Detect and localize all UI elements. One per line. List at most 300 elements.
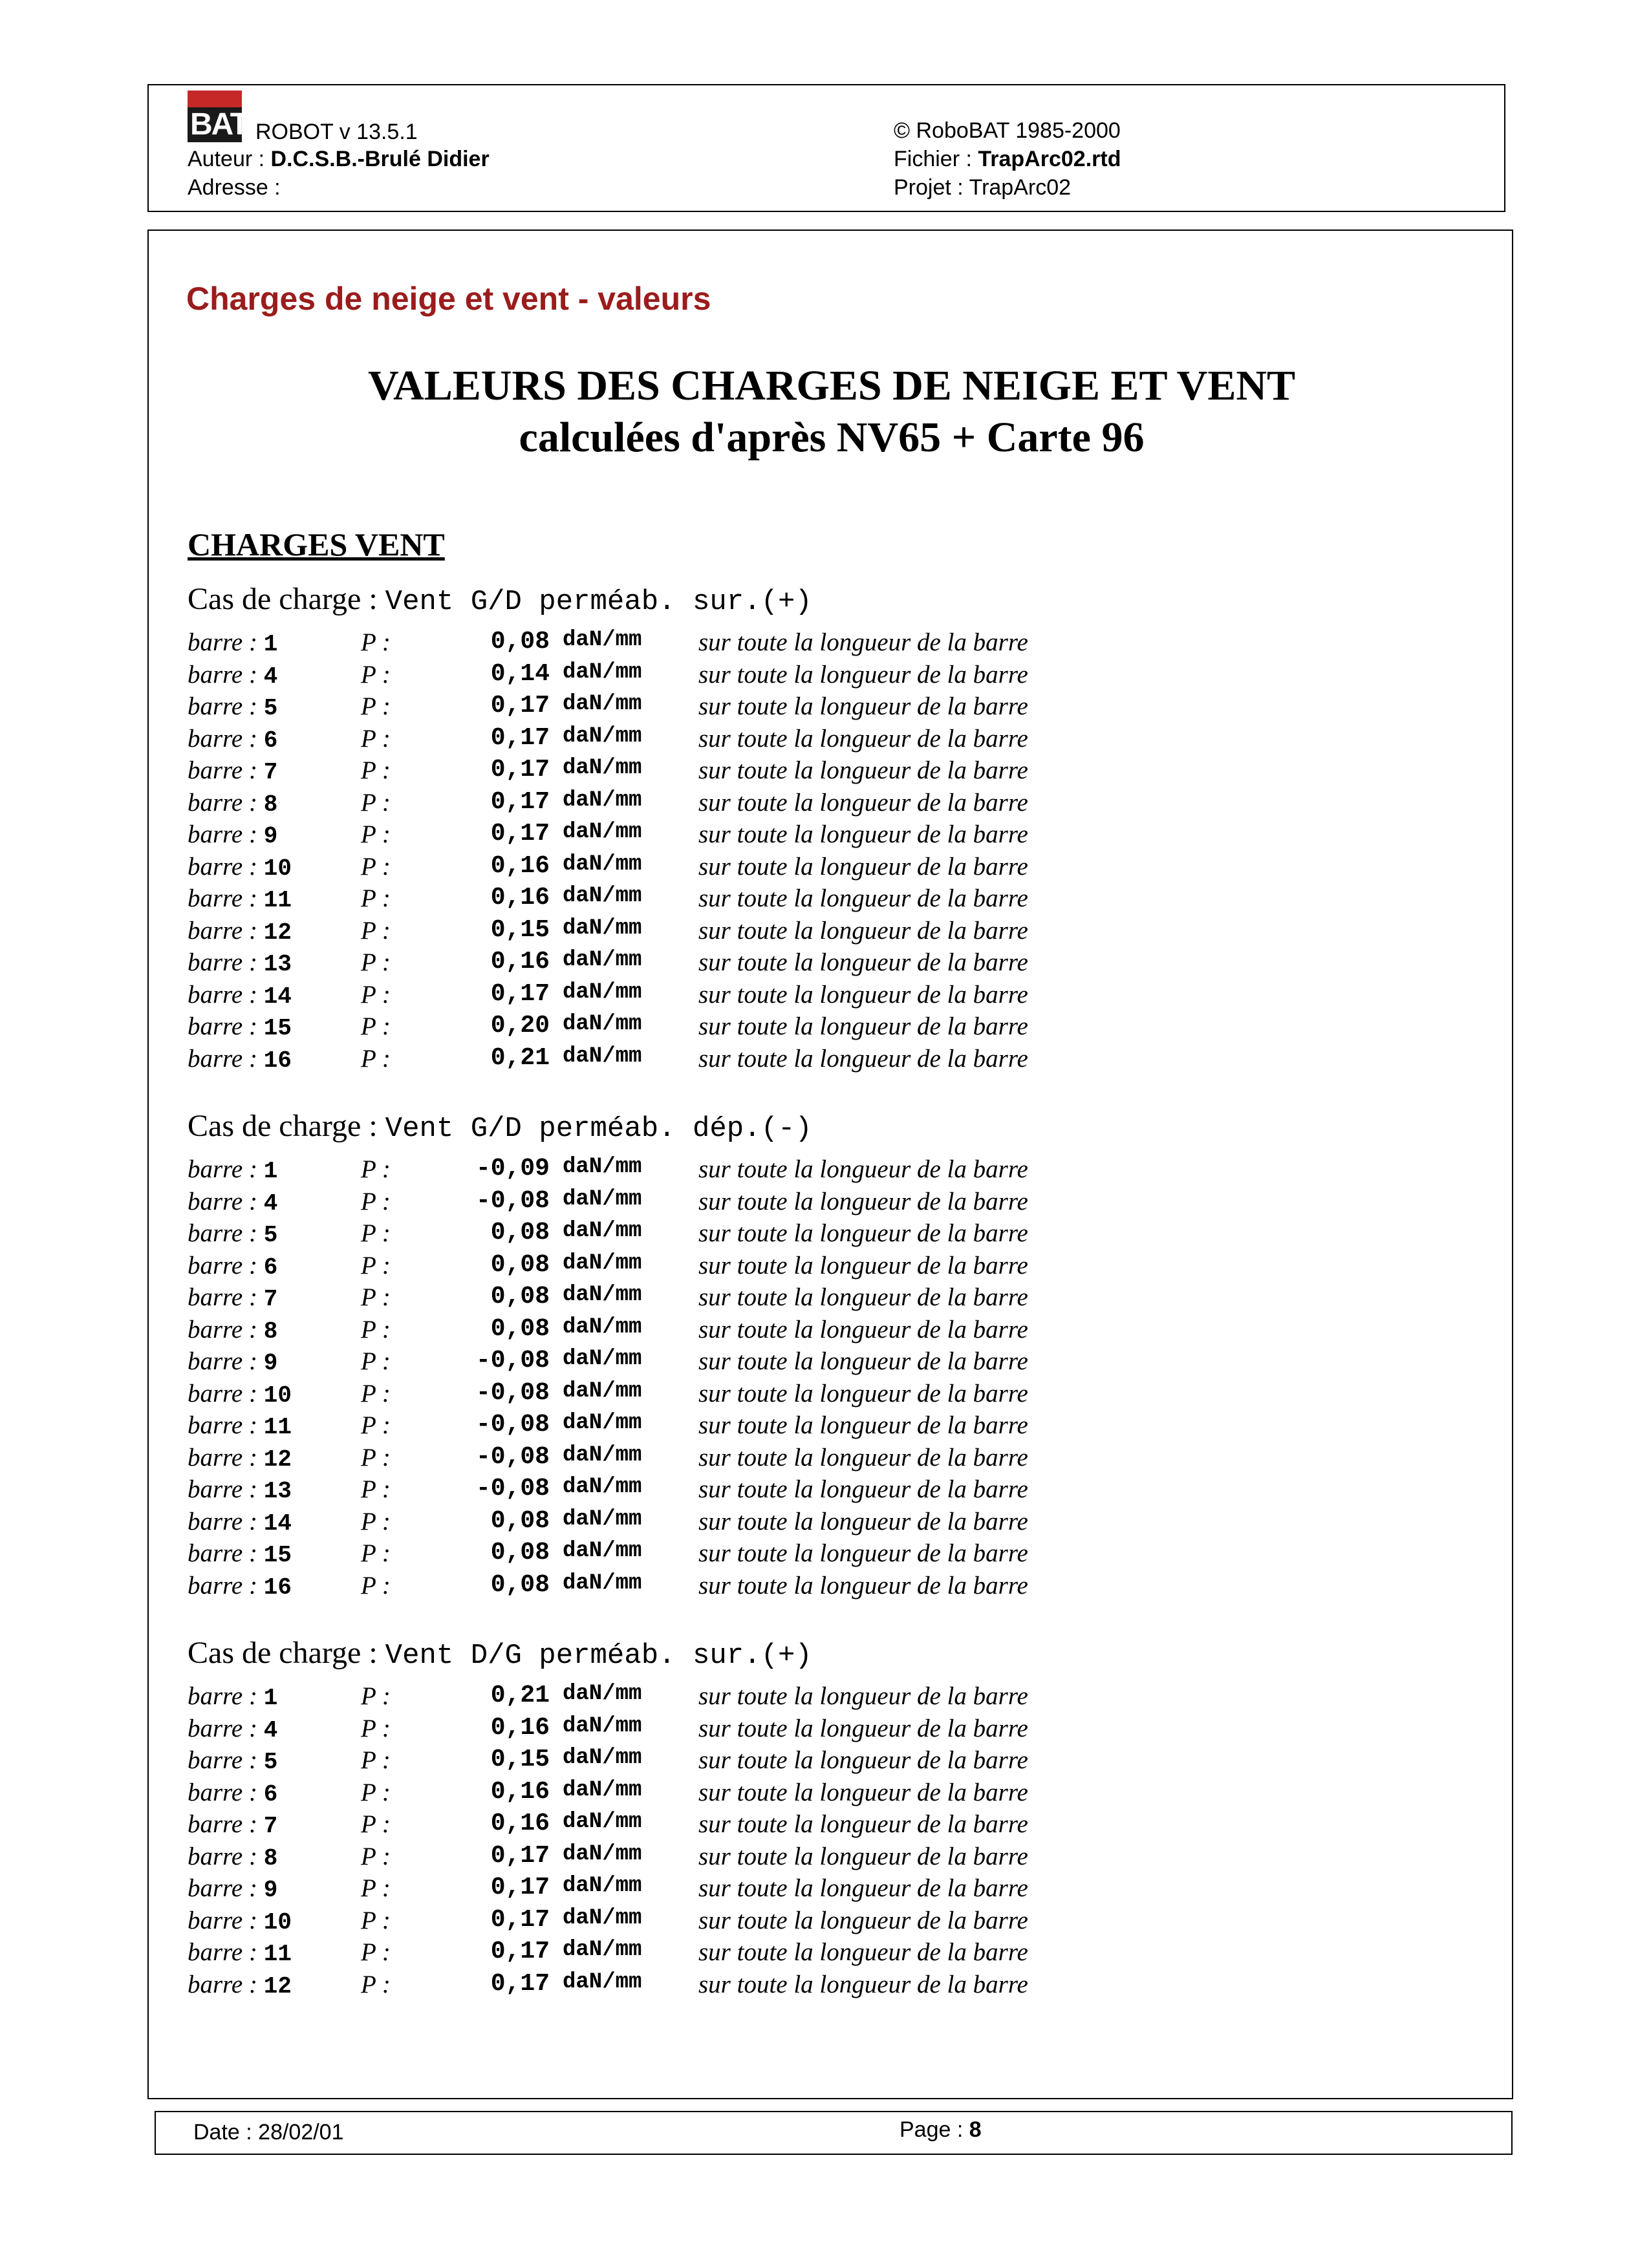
table-row (188, 1970, 1416, 2002)
case-label: Cas de charge : (188, 582, 378, 616)
load-case-title (188, 580, 1416, 628)
barre-cell (188, 1219, 277, 1248)
load-description: sur toute la longueur de la barre (698, 756, 1028, 784)
barre-label: barre : (188, 1251, 257, 1279)
barre-label: barre : (188, 1219, 257, 1247)
barre-cell (188, 724, 277, 754)
project-line (894, 173, 1121, 202)
barre-number: 5 (263, 1222, 278, 1248)
barre-cell (188, 692, 277, 722)
barre-cell (188, 1283, 277, 1312)
load-value: 0,08 (490, 1539, 550, 1567)
table-row (188, 1187, 1416, 1219)
p-label: P : (361, 1682, 391, 1710)
copyright: © RoboBAT 1985-2000 (894, 118, 1121, 143)
page-label: Page : (900, 2117, 964, 2142)
table-row (188, 1906, 1416, 1938)
load-unit: daN/mm (563, 1810, 642, 1834)
barre-number: 13 (263, 1478, 292, 1504)
footer-date: Date : 28/02/01 (193, 2120, 344, 2145)
content-area (147, 230, 1513, 2099)
load-unit: daN/mm (563, 1938, 642, 1962)
load-value: 0,08 (490, 1250, 550, 1279)
p-label: P : (361, 1571, 391, 1599)
table-row (188, 1315, 1416, 1347)
barre-label: barre : (188, 724, 257, 753)
barre-label: barre : (188, 1746, 257, 1774)
load-unit: daN/mm (563, 851, 642, 877)
barre-label: barre : (188, 1507, 257, 1535)
p-label: P : (361, 1411, 391, 1439)
section-heading: CHARGES VENT (188, 526, 445, 562)
p-label: P : (361, 884, 391, 912)
file-label: Fichier : (894, 147, 972, 171)
p-label: P : (361, 788, 391, 817)
barre-cell (188, 1571, 292, 1601)
load-description: sur toute la longueur de la barre (698, 1475, 1028, 1503)
load-unit: daN/mm (563, 820, 642, 844)
barre-cell (188, 916, 292, 946)
load-description: sur toute la longueur de la barre (698, 1682, 1028, 1710)
barre-number: 15 (263, 1542, 292, 1568)
load-unit: daN/mm (563, 1746, 642, 1770)
barre-number: 13 (263, 951, 292, 978)
table-row (188, 1714, 1416, 1746)
barre-cell (188, 884, 292, 914)
load-unit: daN/mm (563, 1155, 642, 1179)
p-label: P : (361, 1012, 391, 1040)
p-label: P : (361, 1778, 391, 1806)
load-case-title (188, 1634, 1416, 1682)
load-description: sur toute la longueur de la barre (698, 1539, 1028, 1567)
barre-number: 8 (263, 1845, 278, 1872)
load-unit: daN/mm (563, 1506, 642, 1532)
load-unit: daN/mm (563, 1411, 642, 1435)
load-description: sur toute la longueur de la barre (698, 1906, 1028, 1934)
load-unit: daN/mm (563, 1378, 642, 1404)
barre-label: barre : (188, 692, 257, 720)
barre-number: 5 (263, 1749, 278, 1775)
p-label: P : (361, 980, 391, 1009)
load-unit: daN/mm (563, 1874, 642, 1898)
barre-label: barre : (188, 916, 257, 945)
barre-cell (188, 1251, 277, 1281)
load-value: 0,17 (490, 756, 550, 784)
p-label: P : (361, 1044, 391, 1073)
load-value: 0,16 (490, 948, 550, 976)
p-label: P : (361, 628, 391, 656)
barre-number: 6 (263, 727, 278, 754)
load-unit: daN/mm (563, 659, 642, 685)
load-description: sur toute la longueur de la barre (698, 1443, 1028, 1471)
barre-label: barre : (188, 948, 257, 976)
barre-label: barre : (188, 628, 257, 656)
barre-cell (188, 1187, 277, 1217)
barre-number: 9 (263, 1350, 278, 1376)
p-label: P : (361, 1283, 391, 1311)
load-description: sur toute la longueur de la barre (698, 788, 1028, 817)
barre-number: 4 (263, 1190, 278, 1217)
p-label: P : (361, 1251, 391, 1279)
load-description: sur toute la longueur de la barre (698, 1874, 1028, 1902)
load-unit: daN/mm (563, 1012, 642, 1036)
barre-number: 10 (263, 855, 292, 882)
load-unit: daN/mm (563, 948, 642, 972)
barre-number: 11 (263, 1414, 292, 1440)
load-value: 0,17 (490, 1905, 550, 1934)
p-label: P : (361, 660, 391, 689)
load-unit: daN/mm (563, 1969, 642, 1995)
barre-number: 16 (263, 1574, 292, 1601)
barre-number: 12 (263, 919, 292, 946)
barre-cell (188, 820, 277, 850)
load-description: sur toute la longueur de la barre (698, 948, 1028, 976)
project-value: TrapArc02 (969, 175, 1072, 200)
barre-number: 10 (263, 1382, 292, 1409)
p-label: P : (361, 916, 391, 945)
load-unit: daN/mm (563, 915, 642, 941)
table-row (188, 692, 1416, 724)
p-label: P : (361, 1475, 391, 1503)
table-row (188, 1155, 1416, 1187)
load-value: 0,15 (490, 1746, 550, 1773)
barre-label: barre : (188, 1682, 257, 1710)
table-row (188, 1044, 1416, 1076)
p-label: P : (361, 1842, 391, 1870)
barre-label: barre : (188, 1012, 257, 1040)
barre-cell (188, 1347, 277, 1376)
load-unit: daN/mm (563, 1219, 642, 1243)
app-version: ROBOT v 13.5.1 (255, 120, 418, 144)
load-value: 0,08 (490, 1219, 550, 1246)
section-tag: Charges de neige et vent - valeurs (186, 281, 711, 317)
barre-cell (188, 1012, 292, 1042)
load-unit: daN/mm (563, 628, 642, 652)
barre-label: barre : (188, 1906, 257, 1934)
barre-cell (188, 788, 277, 818)
p-label: P : (361, 852, 391, 881)
load-description: sur toute la longueur de la barre (698, 724, 1028, 753)
barre-label: barre : (188, 884, 257, 912)
load-description: sur toute la longueur de la barre (698, 1842, 1028, 1870)
barre-number: 9 (263, 1877, 278, 1903)
table-row (188, 1746, 1416, 1778)
load-value: -0,08 (475, 1378, 550, 1407)
load-description: sur toute la longueur de la barre (698, 1012, 1028, 1040)
barre-cell (188, 1155, 277, 1184)
barre-label: barre : (188, 1155, 257, 1183)
load-value: 0,14 (490, 659, 550, 688)
load-description: sur toute la longueur de la barre (698, 884, 1028, 912)
load-value: -0,08 (475, 1411, 550, 1439)
p-label: P : (361, 1539, 391, 1567)
barre-cell (188, 1475, 292, 1504)
load-value: -0,08 (475, 1347, 550, 1375)
load-description: sur toute la longueur de la barre (698, 1746, 1028, 1774)
barre-label: barre : (188, 1187, 257, 1215)
barre-cell (188, 1411, 292, 1440)
barre-cell (188, 1044, 292, 1074)
load-value: 0,08 (490, 1314, 550, 1343)
table-row (188, 1012, 1416, 1044)
load-unit: daN/mm (563, 1570, 642, 1596)
load-value: 0,08 (490, 1506, 550, 1535)
load-description: sur toute la longueur de la barre (698, 1379, 1028, 1407)
load-value: 0,16 (490, 851, 550, 880)
table-row (188, 1411, 1416, 1443)
barre-number: 14 (263, 1510, 292, 1537)
load-unit: daN/mm (563, 1250, 642, 1276)
barre-number: 11 (263, 887, 292, 914)
barre-number: 1 (263, 1685, 278, 1711)
table-row (188, 1874, 1416, 1906)
barre-cell (188, 1315, 277, 1345)
barre-cell (188, 980, 292, 1010)
table-row (188, 852, 1416, 884)
barre-cell (188, 1507, 292, 1537)
load-value: 0,15 (490, 915, 550, 944)
load-unit: daN/mm (563, 787, 642, 813)
table-row (188, 948, 1416, 980)
barre-number: 6 (263, 1781, 278, 1808)
load-description: sur toute la longueur de la barre (698, 1970, 1028, 1998)
footer-page (900, 2117, 982, 2143)
table-row (188, 1842, 1416, 1874)
barre-cell (188, 1938, 292, 1967)
case-name: Vent G/D perméab. sur.(+) (385, 586, 812, 618)
barre-label: barre : (188, 1283, 257, 1311)
barre-number: 15 (263, 1015, 292, 1042)
barre-number: 6 (263, 1254, 278, 1281)
author-line (188, 145, 490, 173)
load-unit: daN/mm (563, 979, 642, 1005)
p-label: P : (361, 820, 391, 848)
p-label: P : (361, 1379, 391, 1407)
barre-number: 7 (263, 1286, 278, 1312)
barre-label: barre : (188, 820, 257, 848)
report-footer (155, 2111, 1513, 2155)
case-label: Cas de charge : (188, 1109, 378, 1143)
table-row (188, 1571, 1416, 1603)
barre-number: 12 (263, 1973, 292, 2000)
barre-cell (188, 660, 277, 690)
load-value: 0,17 (490, 692, 550, 720)
robobat-logo (188, 91, 248, 142)
load-description: sur toute la longueur de la barre (698, 1044, 1028, 1073)
barre-number: 12 (263, 1446, 292, 1473)
barre-cell (188, 1970, 292, 2000)
load-unit: daN/mm (563, 1539, 642, 1563)
p-label: P : (361, 1938, 391, 1966)
load-description: sur toute la longueur de la barre (698, 1778, 1028, 1806)
barre-label: barre : (188, 1475, 257, 1503)
load-unit: daN/mm (563, 1442, 642, 1468)
table-row (188, 980, 1416, 1012)
file-value: TrapArc02.rtd (978, 147, 1121, 171)
load-value: 0,16 (490, 1777, 550, 1806)
load-unit: daN/mm (563, 884, 642, 908)
p-label: P : (361, 1507, 391, 1535)
table-row (188, 724, 1416, 756)
load-value: 0,17 (490, 979, 550, 1008)
barre-label: barre : (188, 1842, 257, 1870)
load-description: sur toute la longueur de la barre (698, 692, 1028, 720)
table-row (188, 1938, 1416, 1970)
barre-label: barre : (188, 980, 257, 1009)
barre-cell (188, 756, 277, 786)
barre-number: 8 (263, 791, 278, 818)
barre-label: barre : (188, 1571, 257, 1599)
table-row (188, 916, 1416, 948)
barre-label: barre : (188, 1778, 257, 1806)
barre-label: barre : (188, 1938, 257, 1966)
load-unit: daN/mm (563, 1777, 642, 1803)
barre-number: 16 (263, 1047, 292, 1074)
load-case (188, 1107, 1416, 1603)
table-row (188, 756, 1416, 788)
load-description: sur toute la longueur de la barre (698, 1347, 1028, 1375)
barre-label: barre : (188, 1044, 257, 1073)
load-description: sur toute la longueur de la barre (698, 1315, 1028, 1343)
barre-number: 1 (263, 1158, 278, 1184)
load-description: sur toute la longueur de la barre (698, 1251, 1028, 1279)
barre-number: 4 (263, 663, 278, 690)
author-label: Auteur : (188, 147, 265, 171)
p-label: P : (361, 948, 391, 976)
load-description: sur toute la longueur de la barre (698, 1411, 1028, 1439)
load-description: sur toute la longueur de la barre (698, 820, 1028, 848)
address-label: Adresse : (188, 175, 281, 200)
barre-label: barre : (188, 660, 257, 689)
page-title: VALEURS DES CHARGES DE NEIGE ET VENT (367, 362, 1296, 409)
p-label: P : (361, 1315, 391, 1343)
load-value: 0,20 (490, 1012, 550, 1040)
p-label: P : (361, 1187, 391, 1215)
barre-cell (188, 852, 292, 882)
load-value: 0,08 (490, 1283, 550, 1311)
table-row (188, 1475, 1416, 1507)
barre-label: barre : (188, 756, 257, 784)
load-unit: daN/mm (563, 1186, 642, 1212)
load-unit: daN/mm (563, 1314, 642, 1340)
load-description: sur toute la longueur de la barre (698, 916, 1028, 945)
load-case (188, 1634, 1416, 2002)
barre-cell (188, 1714, 277, 1744)
barre-cell (188, 1443, 292, 1473)
report-header (147, 84, 1505, 212)
p-label: P : (361, 692, 391, 720)
p-label: P : (361, 756, 391, 784)
load-value: 0,17 (490, 1969, 550, 1998)
p-label: P : (361, 724, 391, 753)
table-row (188, 660, 1416, 692)
case-label: Cas de charge : (188, 1636, 378, 1670)
load-unit: daN/mm (563, 1347, 642, 1371)
case-name: Vent G/D perméab. dép.(-) (385, 1113, 812, 1145)
project-label: Projet : (894, 175, 964, 200)
load-value: 0,17 (490, 820, 550, 848)
page-number: 8 (969, 2117, 982, 2142)
page-subtitle: calculées d'après NV65 + Carte 96 (519, 414, 1145, 461)
load-value: -0,09 (475, 1155, 550, 1182)
logo-red-band (188, 91, 242, 107)
barre-cell (188, 1379, 292, 1409)
table-row (188, 1379, 1416, 1411)
load-unit: daN/mm (563, 1841, 642, 1867)
load-description: sur toute la longueur de la barre (698, 1283, 1028, 1311)
table-row (188, 1810, 1416, 1842)
barre-label: barre : (188, 1347, 257, 1375)
p-label: P : (361, 1906, 391, 1934)
table-row (188, 1283, 1416, 1315)
p-label: P : (361, 1443, 391, 1471)
load-unit: daN/mm (563, 1682, 642, 1706)
barre-number: 8 (263, 1318, 278, 1345)
load-value: 0,17 (490, 1874, 550, 1901)
load-value: 0,21 (490, 1682, 550, 1709)
load-value: 0,08 (490, 1570, 550, 1599)
file-line (894, 145, 1121, 173)
barre-label: barre : (188, 1411, 257, 1439)
load-unit: daN/mm (563, 1043, 642, 1069)
barre-label: barre : (188, 1443, 257, 1471)
load-description: sur toute la longueur de la barre (698, 1507, 1028, 1535)
load-value: 0,17 (490, 787, 550, 816)
load-value: 0,17 (490, 723, 550, 752)
table-row (188, 884, 1416, 916)
table-row (188, 1347, 1416, 1379)
load-description: sur toute la longueur de la barre (698, 1714, 1028, 1742)
p-label: P : (361, 1347, 391, 1375)
load-value: 0,16 (490, 884, 550, 912)
barre-label: barre : (188, 1810, 257, 1838)
barre-label: barre : (188, 852, 257, 881)
p-label: P : (361, 1714, 391, 1742)
barre-label: barre : (188, 1714, 257, 1742)
load-description: sur toute la longueur de la barre (698, 1938, 1028, 1966)
barre-cell (188, 948, 292, 978)
load-value: 0,21 (490, 1043, 550, 1072)
load-value: -0,08 (475, 1475, 550, 1503)
barre-number: 9 (263, 823, 278, 850)
load-description: sur toute la longueur de la barre (698, 660, 1028, 689)
load-description: sur toute la longueur de la barre (698, 852, 1028, 881)
header-right (894, 116, 1121, 202)
table-row (188, 1219, 1416, 1251)
load-description: sur toute la longueur de la barre (698, 980, 1028, 1009)
load-description: sur toute la longueur de la barre (698, 1187, 1028, 1215)
load-description: sur toute la longueur de la barre (698, 1571, 1028, 1599)
barre-cell (188, 1746, 277, 1775)
logo-text: BAT (190, 107, 248, 142)
load-value: 0,08 (490, 628, 550, 656)
barre-number: 7 (263, 759, 278, 786)
barre-number: 14 (263, 983, 292, 1010)
load-case (188, 580, 1416, 1076)
table-row (188, 1682, 1416, 1714)
load-value: 0,17 (490, 1938, 550, 1965)
barre-label: barre : (188, 788, 257, 817)
p-label: P : (361, 1970, 391, 1998)
table-row (188, 788, 1416, 820)
load-value: 0,16 (490, 1810, 550, 1837)
table-row (188, 1443, 1416, 1475)
table-row (188, 1251, 1416, 1283)
table-row (188, 820, 1416, 852)
barre-number: 5 (263, 695, 278, 722)
barre-cell (188, 1906, 292, 1936)
barre-label: barre : (188, 1874, 257, 1902)
